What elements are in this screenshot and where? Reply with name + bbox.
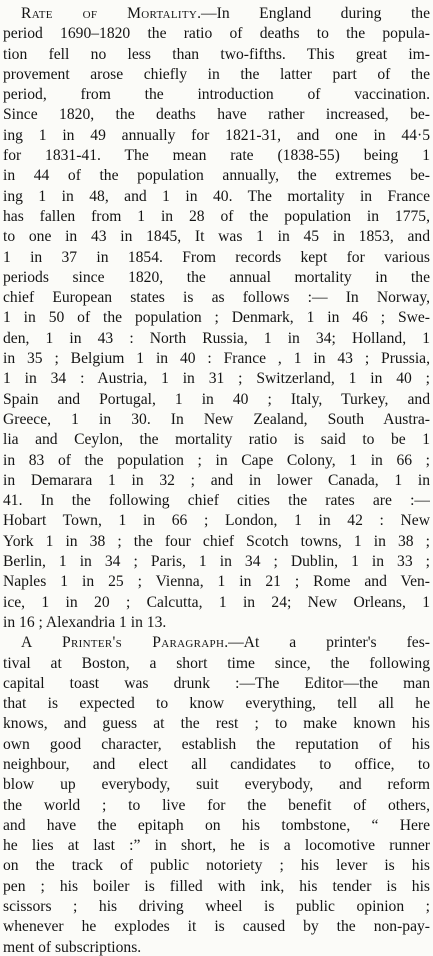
article-1-line: [3, 4, 430, 24]
article-1-line: in 44 of the population annually, the extremes be-: [3, 167, 430, 185]
article-1-line: 1 in 50 of the population ; Denmark, 1 in 46 ; Swe-: [3, 309, 430, 327]
article-2-line: ment of subscriptions.: [3, 938, 142, 956]
article-1-line: in 35 ; Belgium 1 in 40 : France , 1 in 43 ; Prussia,: [3, 350, 430, 368]
article-1-line: lia and Ceylon, the mortality ratio is said to be 1: [3, 431, 430, 449]
article-1-line: ice, 1 in 20 ; Calcutta, 1 in 24; New Orleans, 1: [3, 593, 430, 611]
article-1-line: Greece, 1 in 30. In New Zealand, South Austra-: [3, 410, 430, 428]
article-1-line: Spain and Portugal, 1 in 40 ; Italy, Turkey, and: [3, 390, 430, 408]
article-2-line: scissors ; his driving wheel is public opinion ;: [3, 898, 430, 916]
article-1-line: Naples 1 in 25 ; Vienna, 1 in 21 ; Rome and Ven-: [3, 573, 430, 591]
article-2-line: blow up everybody, suit everybody, and reform: [3, 776, 430, 794]
article-1-line: in Demarara 1 in 32 ; and in lower Canada, 1 in: [3, 471, 430, 489]
article-2-line: knows, and guess at the rest ; to make known his: [3, 715, 430, 733]
article-2-line: [3, 633, 430, 653]
article-1-line: periods since 1820, the annual mortality in the: [3, 268, 430, 286]
article-1-title: Rate of Mortality: [21, 5, 198, 22]
text-column: [3, 4, 430, 956]
article-2-line: he lies at last :” in short, he is a locomotive runner: [3, 837, 430, 855]
article-1-line: period 1690–1820 the ratio of deaths to the popula-: [3, 25, 430, 43]
article-2-line: pen ; his boiler is filled with ink, his tender is his: [3, 877, 430, 895]
article-1-line: provement arose chiefly in the latter part of the: [3, 65, 430, 83]
article-1-line: den, 1 in 43 : North Russia, 1 in 34; Holland, 1: [3, 329, 430, 347]
article-1-line: Since 1820, the deaths have rather increased, be-: [3, 106, 430, 124]
article-1-line: ing 1 in 49 annually for 1821-31, and one in 44·5: [3, 126, 430, 144]
article-1-line: 41. In the following chief cities the rates are :—: [3, 492, 430, 510]
article-1-line: 1 in 34 : Austria, 1 in 31 ; Switzerland, 1 in 40 ;: [3, 370, 430, 388]
article-2-line: own good character, establish the reputation of his: [3, 735, 430, 753]
article-1-line: in 83 of the population ; in Cape Colony, 1 in 66 ;: [3, 451, 430, 469]
article-1-line: ing 1 in 48, and 1 in 40. The mortality in France: [3, 187, 430, 205]
article-1-line: Hobart Town, 1 in 66 ; London, 1 in 42 : New: [3, 512, 430, 530]
article-2-line: tival at Boston, a short time since, the following: [3, 654, 430, 672]
article-2-line: neighbour, and elect all candidates to office, to: [3, 755, 430, 773]
article-2-line: that is expected to know everything, tell all he: [3, 695, 430, 713]
article-1-line: has fallen from 1 in 28 of the population in 1775,: [3, 207, 430, 225]
article-2-title: A Printer's Paragraph: [21, 634, 225, 652]
article-1-line: period, from the introduction of vaccination.: [3, 86, 430, 104]
article-1-line: to one in 43 in 1845, It was 1 in 45 in 1853, and: [3, 228, 430, 246]
article-1-line-text: .—In England during the: [197, 5, 430, 22]
article-1-line: Berlin, 1 in 34 ; Paris, 1 in 34 ; Dublin, 1 in 33 ;: [3, 553, 430, 571]
article-2-line-text: .—At a printer's fes-: [224, 634, 430, 652]
article-1-line: in 16 ; Alexandria 1 in 13.: [3, 613, 167, 631]
article-2-line: whenever he explodes it is caused by the non-pay-: [3, 918, 430, 936]
article-1-line: 1 in 37 in 1854. From records kept for various: [3, 248, 430, 266]
article-2-line: on the track of public notoriety ; his lever is his: [3, 857, 430, 875]
article-1-line: for 1831-41. The mean rate (1838-55) being 1: [3, 147, 430, 165]
article-1-line: York 1 in 38 ; the four chief Scotch towns, 1 in 38 ;: [3, 532, 430, 550]
article-2-line: and have the epitaph on his tombstone, “ Here: [3, 816, 430, 834]
article-2-line: the world ; to live for the benefit of others,: [3, 796, 430, 814]
article-1-line: tion fell no less than two-fifths. This great im-: [3, 45, 430, 63]
article-2-line: capital toast was drunk :—The Editor—the man: [3, 674, 430, 692]
article-1-line: chief European states is as follows :— In Norway,: [3, 289, 430, 307]
